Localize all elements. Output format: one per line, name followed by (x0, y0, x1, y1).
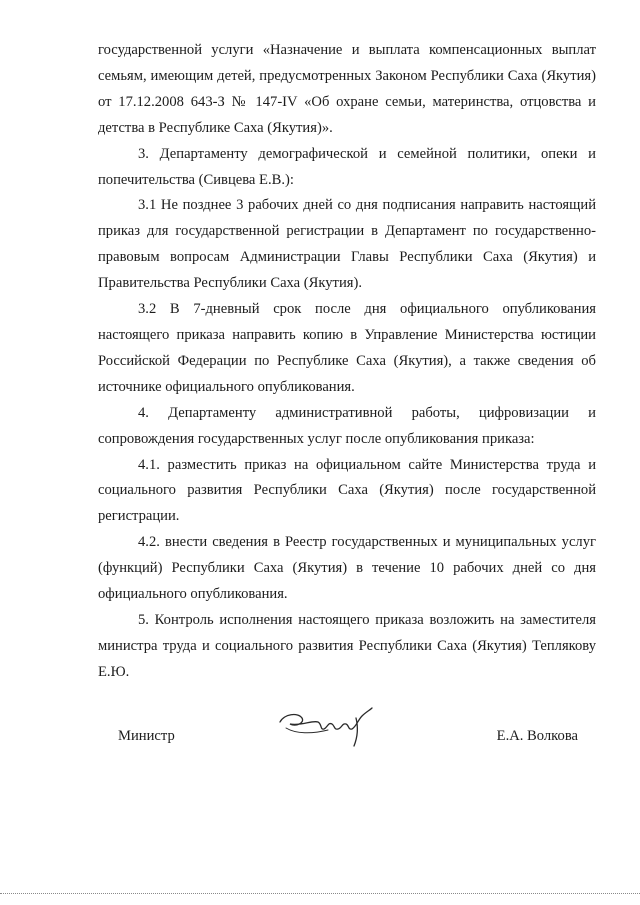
paragraph-item-5: 5. Контроль исполнения настоящего приказа возложить на заместителя министра труда и социального развития Республики Саха (Якутия) Теплякову Е.Ю. (98, 611, 596, 680)
page-bottom-edge (0, 893, 640, 894)
paragraph-service-name: государственной услуги «Назначение и выплата компенсационных выплат семьям, имеющим детей, предусмотренных Законом Республики Саха (Якутия) от 17.12.2008 643-З № 147-IV «Об охране семьи, материнства, отцовства и детства в Республике Саха (Якутия)». (98, 42, 596, 136)
paragraph-item-3-2: 3.2 В 7-дневный срок после дня официального опубликования настоящего приказа направить копию в Управление Министерства юстиции Российской Федерации по Республике Саха (Якутия), а также сведения об источнике официального опубликования. (98, 301, 596, 395)
paragraph-item-3-1: 3.1 Не позднее 3 рабочих дней со дня подписания направить настоящий приказ для государственной регистрации в Департамент по государственно-правовым вопросам Администрации Главы Республики Саха (Якутия) и Правительства Республики Саха (Якутия). (98, 197, 596, 292)
signatory-name: Е.А. Волкова (496, 728, 578, 744)
paragraph-item-3: 3. Департаменту демографической и семейной политики, опеки и попечительства (Сивцева Е.В.): (98, 145, 596, 188)
signatory-role: Министр (118, 728, 175, 744)
paragraph-item-4-2: 4.2. внести сведения в Реестр государственных и муниципальных услуг (функций) Республики Саха (Якутия) в течение 10 рабочих дней со дня официального опубликования. (98, 534, 596, 603)
signature-block (98, 726, 578, 756)
paragraph-item-4-1: 4.1. разместить приказ на официальном сайте Министерства труда и социального развития Республики Саха (Якутия) после государственной регистрации. (98, 456, 596, 525)
document-body (98, 38, 596, 686)
paragraph-item-4: 4. Департаменту административной работы, цифровизации и сопровождения государственных услуг после опубликования приказа: (98, 404, 596, 447)
